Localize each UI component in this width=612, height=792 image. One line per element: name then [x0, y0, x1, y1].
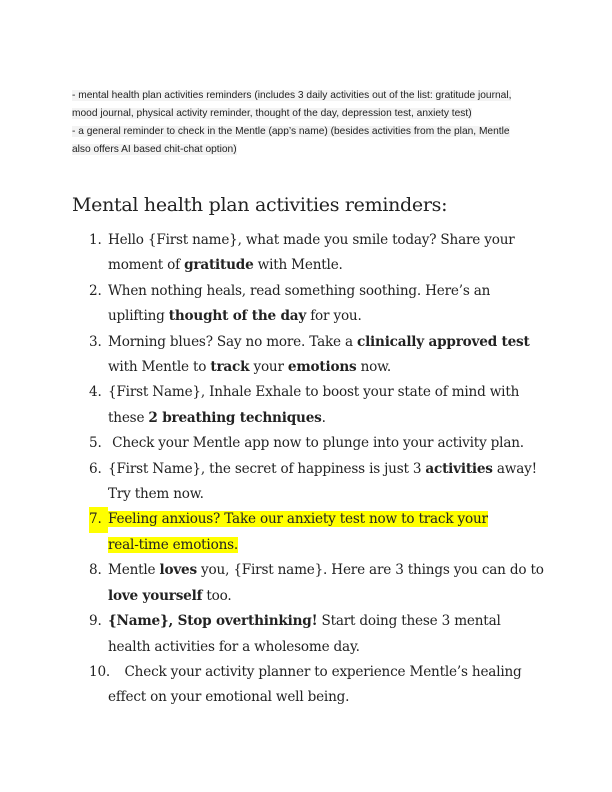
item-line [108, 584, 612, 609]
list-item [0, 457, 612, 508]
bold-text: clinically approved test [357, 333, 530, 350]
reminder-list [0, 228, 612, 711]
item-line [108, 635, 612, 660]
list-number: 6. [89, 460, 102, 477]
item-text: Feeling anxious? Take our anxiety test now to track your [108, 511, 488, 528]
bold-text: track [210, 359, 250, 376]
item-text: effect on your emotional well being. [108, 689, 350, 706]
note-line [72, 87, 511, 105]
item-text: When nothing heals, read something soothing. Here’s an [108, 282, 491, 299]
bold-text: activities [425, 460, 493, 477]
item-line [108, 533, 612, 558]
item-text: these [108, 409, 149, 426]
list-number: 5. [89, 435, 102, 452]
note-text: mood journal, physical activity reminder, thought of the day, depression test, anxiety test) [72, 108, 472, 119]
item-line [108, 431, 612, 456]
item-line [108, 482, 612, 507]
item-text: {First Name}, the secret of happiness is just 3 [108, 460, 426, 477]
item-text: Check your Mentle app now to plunge into your activity plan. [108, 435, 524, 452]
item-line [108, 304, 612, 329]
list-item [0, 609, 612, 660]
item-text: Morning blues? Say no more. Take a [108, 333, 357, 350]
item-line [108, 685, 612, 710]
notes-block [72, 87, 511, 159]
item-line [108, 355, 612, 380]
bold-text: 2 breathing techniques [148, 409, 322, 426]
list-item [0, 279, 612, 330]
list-item [0, 228, 612, 279]
item-text: with Mentle to [108, 359, 211, 376]
item-line [108, 228, 612, 253]
list-number: 8. [89, 562, 102, 579]
item-line [108, 279, 612, 304]
list-number: 7. [89, 507, 108, 532]
note-line [72, 105, 511, 123]
list-item [0, 660, 612, 711]
bold-text: loves [159, 562, 197, 579]
item-text: uplifting [108, 308, 169, 325]
note-text: - a general reminder to check in the Mentle (app’s name) (besides activities from the plan, Mentle [72, 126, 510, 137]
list-item [0, 558, 612, 609]
list-number: 9. [89, 613, 102, 630]
item-line [108, 457, 612, 482]
item-text: Check your activity planner to experience Mentle’s healing [108, 663, 522, 680]
bold-text: thought of the day [168, 308, 307, 325]
item-text: away! [492, 460, 537, 477]
bold-text: love yourself [108, 587, 203, 604]
note-text: also offers AI based chit-chat option) [72, 144, 237, 155]
item-line [108, 558, 612, 583]
item-text: . [321, 409, 326, 426]
bold-text: emotions [287, 359, 357, 376]
item-line [108, 406, 612, 431]
note-line [72, 141, 511, 159]
item-text: with Mentle. [253, 257, 343, 274]
item-text: your [249, 359, 288, 376]
note-text: - mental health plan activities reminders (includes 3 daily activities out of the list: gratitude journal, [72, 90, 512, 101]
section-heading: Mental health plan activities reminders: [72, 194, 448, 216]
list-number: 4. [89, 384, 102, 401]
item-text: you, {First name}. Here are 3 things you can do to [196, 562, 544, 579]
item-text: {First Name}, Inhale Exhale to boost your state of mind with [108, 384, 520, 401]
list-number: 1. [89, 232, 102, 248]
item-line [108, 380, 612, 405]
item-text: for you. [306, 308, 362, 325]
list-item [0, 431, 612, 456]
item-text: real-time emotions. [108, 536, 239, 553]
item-text: now. [356, 359, 392, 376]
item-line [108, 609, 612, 634]
item-text: Hello {First name}, what made you smile today? Share your [108, 232, 515, 248]
list-item [0, 507, 612, 558]
item-text: moment of [108, 257, 185, 274]
list-item [0, 330, 612, 381]
item-text: health activities for a wholesome day. [108, 638, 360, 655]
item-line [108, 507, 612, 532]
list-number: 3. [89, 333, 102, 350]
note-line [72, 123, 511, 141]
item-text: Start doing these 3 mental [317, 613, 501, 630]
item-text: Try them now. [108, 486, 204, 503]
item-text: Mentle [108, 562, 160, 579]
bold-text: gratitude [184, 257, 254, 274]
item-line [108, 330, 612, 355]
list-item [0, 380, 612, 431]
bold-text: {Name}, Stop overthinking! [108, 613, 318, 630]
list-number: 10. [89, 663, 111, 680]
item-line [108, 660, 612, 685]
item-line [108, 253, 612, 278]
list-number: 2. [89, 282, 102, 299]
item-text: too. [202, 587, 232, 604]
